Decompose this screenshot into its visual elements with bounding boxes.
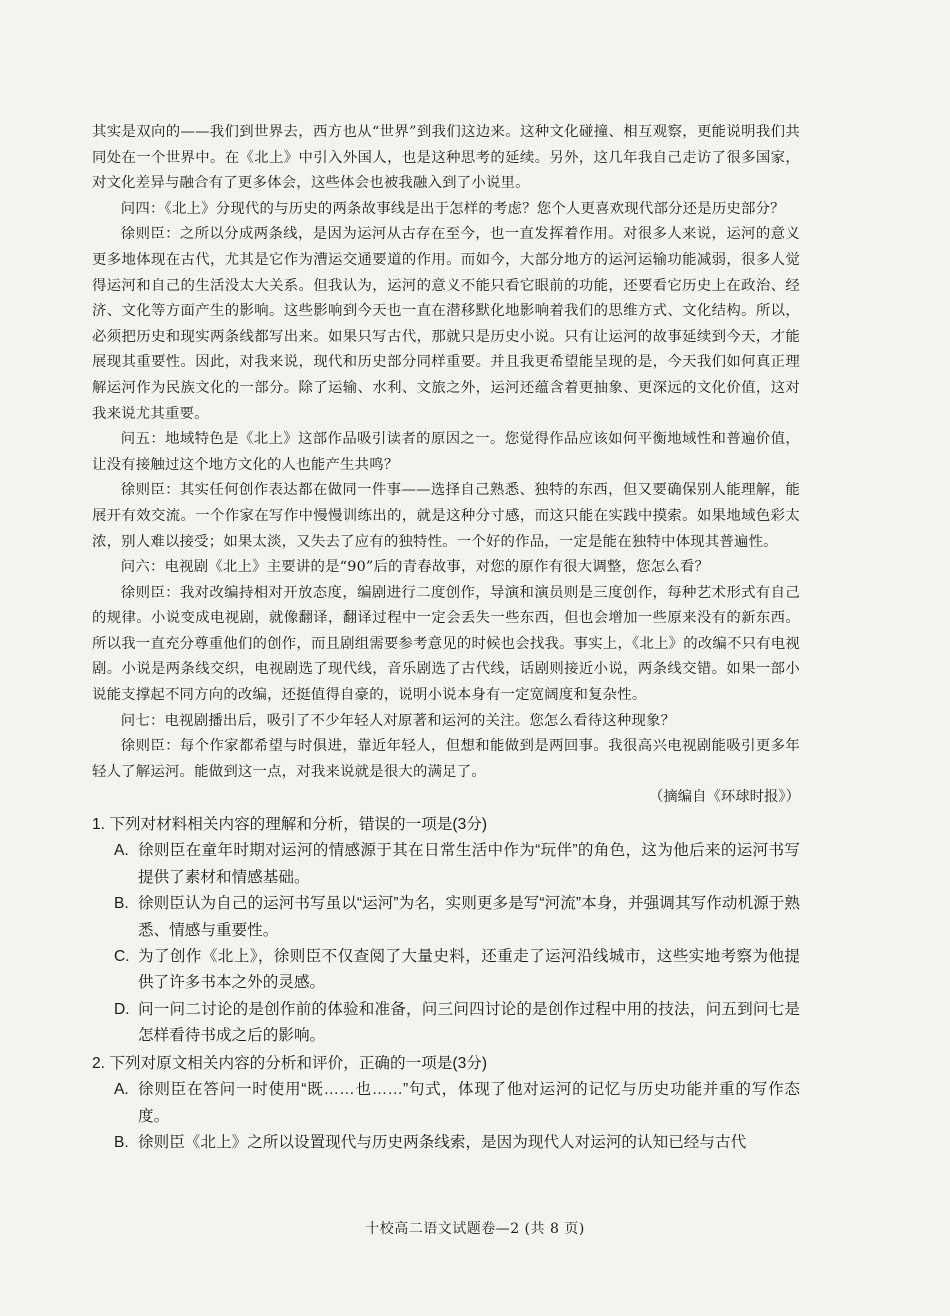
option-text: 徐则臣在答问一时使用“既……也……”句式，体现了他对运河的记忆与历史功能并重的写作态度。: [138, 1081, 800, 1125]
option-letter: C.: [114, 948, 130, 966]
answer-four: 徐则臣：之所以分成两条线，是因为运河从古存在至今，也一直发挥着作用。对很多人来说，运河的意义更多地体现在古代，尤其是它作为漕运交通要道的作用。而如今，大部分地方的运河运输功能减弱，很多人觉得运河和自己的生活没太大关系。但我认为，运河的意义不能只看它眼前的功能，还要看它历史上在政治、经济、文化等方面产生的影响。这些影响到今天也一直在潜移默化地影响着我们的思维方式、文化结构。所以，必须把历史和现实两条线都写出来。如果只写古代，那就只是历史小说。只有让运河的故事延续到今天，才能展现其重要性。因此，对我来说，现代和历史部分同样重要。并且我更希望能呈现的是，今天我们如何真正理解运河作为民族文化的一部分。除了运输、水利、文旅之外，运河还蕴含着更抽象、更深远的文化价值，这对我来说尤其重要。: [92, 226, 800, 422]
question-1-option-a: [92, 838, 800, 891]
option-letter: D.: [114, 1000, 130, 1018]
option-text: 为了创作《北上》，徐则臣不仅查阅了大量史料，还重走了运河沿线城市，这些实地考察为他提供了许多书本之外的灵感。: [138, 948, 800, 992]
question-1-option-b: [92, 891, 800, 944]
option-text: 徐则臣《北上》之所以设置现代与历史两条线索，是因为现代人对运河的认知已经与古代: [138, 1133, 747, 1151]
interview-article: [92, 120, 800, 811]
page-footer: 十校高二语文试题卷—2 (共 8 页): [365, 1221, 585, 1237]
question-2: [92, 1051, 800, 1157]
answer-six: 徐则臣：我对改编持相对开放态度，编剧进行二度创作，导演和演员则是三度创作，每种艺术形式有自己的规律。小说变成电视剧，就像翻译，翻译过程中一定会丢失一些东西，但也会增加一些原来没有的新东西。所以我一直充分尊重他们的创作，而且剧组需要参考意见的时候也会找我。事实上，《北上》的改编不只有电视剧。小说是两条线交织，电视剧选了现代线，音乐剧选了古代线，话剧则接近小说，两条线交错。如果一部小说能支撑起不同方向的改编，还挺值得自豪的，说明小说本身有一定宽阔度和复杂性。: [92, 584, 800, 704]
option-letter: B.: [114, 895, 129, 913]
question-five: 问五：地域特色是《北上》这部作品吸引读者的原因之一。您觉得作品应该如何平衡地域性和普遍价值，让没有接触过这个地方文化的人也能产生共鸣？: [92, 431, 800, 473]
article-paragraph: 其实是双向的——我们到世界去，西方也从“世界”到我们这边来。这种文化碰撞、相互观察，更能说明我们共同处在一个世界中。在《北上》中引入外国人，也是这种思考的延续。另外，这几年我自己走访了很多国家，对文化差异与融合有了更多体会，这些体会也被我融入到了小说里。: [92, 124, 800, 192]
option-text: 徐则臣在童年时期对运河的情感源于其在日常生活中作为“玩伴”的角色，这为他后来的运河书写提供了素材和情感基础。: [138, 842, 800, 886]
option-letter: B.: [114, 1133, 129, 1151]
option-text: 徐则臣认为自己的运河书写虽以“运河”为名，实则更多是写“河流”本身，并强调其写作动机源于熟悉、情感与重要性。: [138, 895, 800, 939]
question-2-option-a: [92, 1077, 800, 1130]
question-six: 问六：电视剧《北上》主要讲的是“90”后的青春故事，对您的原作有很大调整，您怎么看？: [120, 559, 710, 576]
answer-five: 徐则臣：其实任何创作表达都在做同一件事——选择自己熟悉、独特的东西，但又要确保别人能理解，能展开有效交流。一个作家在写作中慢慢训练出的，就是这种分寸感，而这只能在实践中摸索。如果地域色彩太浓，别人难以接受；如果太淡，又失去了应有的独特性。一个好的作品，一定是能在独特中体现其普遍性。: [92, 482, 800, 550]
question-seven: 问七：电视剧播出后，吸引了不少年轻人对原著和运河的关注。您怎么看待这种现象？: [120, 712, 676, 729]
question-1-option-c: [92, 944, 800, 997]
question-1: [92, 812, 800, 1050]
question-1-stem: 1. 下列对材料相关内容的理解和分析，错误的一项是(3分): [92, 816, 488, 834]
source-citation: （摘编自《环球时报》）: [648, 789, 800, 806]
question-2-option-b: [92, 1130, 800, 1156]
option-text: 问一问二讨论的是创作前的体验和准备，问三问四讨论的是创作过程中用的技法，问五到问七是怎样看待书成之后的影响。: [138, 1000, 800, 1045]
question-four: 问四：《北上》分现代的与历史的两条故事线是出于怎样的考虑？您个人更喜欢现代部分还是历史部分？: [120, 200, 785, 217]
question-2-stem: 2. 下列对原文相关内容的分析和评价，正确的一项是(3分): [92, 1054, 488, 1072]
answer-seven: 徐则臣：每个作家都希望与时俱进，靠近年轻人，但想和能做到是两回事。我很高兴电视剧能吸引更多年轻人了解运河。能做到这一点，对我来说就是很大的满足了。: [92, 738, 800, 780]
option-letter: A.: [114, 842, 129, 860]
question-1-option-d: [92, 997, 800, 1050]
option-letter: A.: [114, 1081, 129, 1099]
